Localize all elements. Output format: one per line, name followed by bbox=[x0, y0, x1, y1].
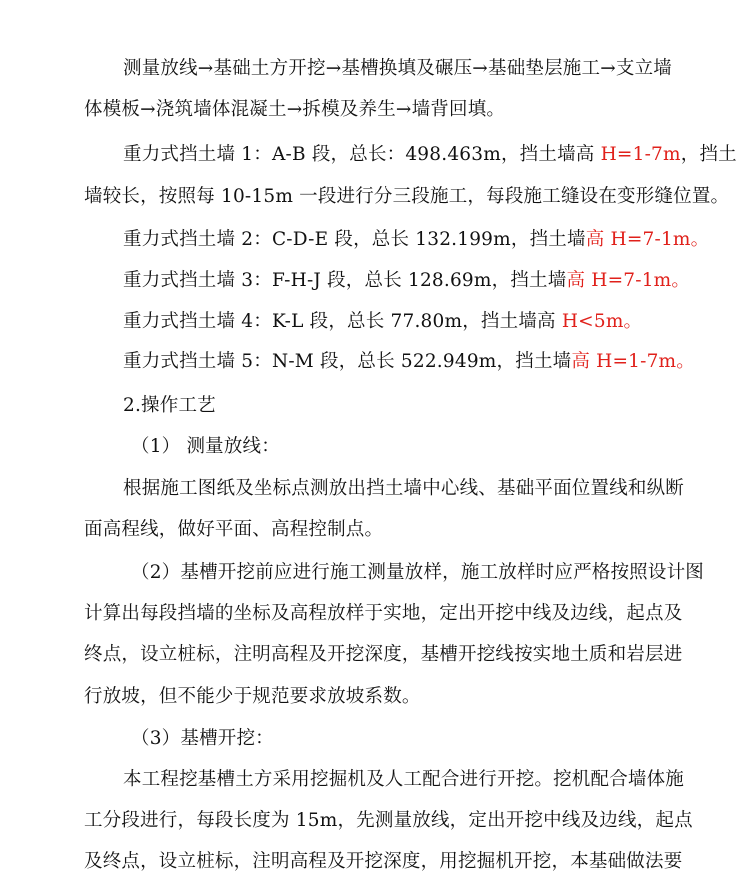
text-span: 重力式挡土墙 3：F-H-J 段，总长 128.69m，挡土墙 bbox=[123, 270, 567, 291]
highlighted-text: 高 H=1-7m。 bbox=[571, 351, 695, 372]
text-line bbox=[84, 684, 421, 710]
text-span: 面高程线，做好平面、高程控制点。 bbox=[84, 519, 384, 540]
text-line bbox=[84, 517, 383, 543]
text-line bbox=[84, 849, 682, 875]
text-line bbox=[84, 97, 505, 123]
text-span: （3）基槽开挖： bbox=[131, 728, 274, 749]
text-line bbox=[123, 309, 642, 335]
text-line bbox=[84, 642, 682, 668]
highlighted-text: 高 H=7-1m。 bbox=[566, 270, 691, 291]
text-span: 重力式挡土墙 2：C-D-E 段，总长 132.199m，挡土墙 bbox=[123, 229, 586, 250]
text-line bbox=[123, 476, 684, 502]
text-line bbox=[123, 227, 709, 253]
text-span: 测量放线→基础土方开挖→基槽换填及碾压→基础垫层施工→支立墙 bbox=[123, 58, 673, 79]
text-span: 体模板→浇筑墙体混凝土→拆模及养生→墙背回填。 bbox=[84, 99, 506, 120]
text-line bbox=[131, 560, 704, 586]
text-span: 行放坡，但不能少于规范要求放坡系数。 bbox=[84, 686, 421, 707]
text-span: 重力式挡土墙 5：N-M 段，总长 522.949m，挡土墙 bbox=[123, 351, 572, 372]
text-span: 终点，设立桩标，注明高程及开挖深度，基槽开挖线按实地土质和岩层进 bbox=[84, 644, 683, 665]
highlighted-text: H<5m。 bbox=[561, 311, 643, 332]
text-line bbox=[123, 393, 216, 419]
text-line bbox=[84, 808, 693, 834]
text-span: ，挡土 bbox=[680, 144, 737, 165]
text-span: （2）基槽开挖前应进行施工测量放样，施工放样时应严格按照设计图 bbox=[131, 562, 704, 583]
text-span: 根据施工图纸及坐标点测放出挡土墙中心线、基础平面位置线和纵断 bbox=[123, 478, 685, 499]
highlighted-text: H=1-7m bbox=[600, 144, 681, 165]
text-line bbox=[84, 184, 729, 210]
text-line bbox=[131, 726, 274, 752]
text-span: 及终点，设立桩标，注明高程及开挖深度，用挖掘机开挖，本基础做法要 bbox=[84, 851, 683, 872]
text-line bbox=[84, 601, 682, 627]
text-line bbox=[123, 268, 690, 294]
text-span: 工分段进行，每段长度为 15m，先测量放线，定出开挖中线及边线，起点 bbox=[84, 810, 693, 831]
text-span: 重力式挡土墙 1：A-B 段，总长：498.463m，挡土墙高 bbox=[123, 144, 601, 165]
text-span: 重力式挡土墙 4：K-L 段，总长 77.80m，挡土墙高 bbox=[123, 311, 562, 332]
text-span: （1） 测量放线： bbox=[131, 436, 280, 457]
text-span: 本工程挖基槽土方采用挖掘机及人工配合进行开挖。挖机配合墙体施 bbox=[123, 769, 685, 790]
text-line bbox=[123, 349, 695, 375]
text-line bbox=[123, 56, 672, 82]
text-span: 墙较长，按照每 10-15m 一段进行分三段施工，每段施工缝设在变形缝位置。 bbox=[84, 186, 730, 207]
text-line bbox=[131, 434, 280, 460]
text-span: 计算出每段挡墙的坐标及高程放样于实地，定出开挖中线及边线，起点及 bbox=[84, 603, 683, 624]
highlighted-text: 高 H=7-1m。 bbox=[585, 229, 710, 250]
text-line bbox=[123, 142, 737, 168]
text-line bbox=[123, 767, 684, 793]
text-span: 2.操作工艺 bbox=[123, 395, 216, 416]
